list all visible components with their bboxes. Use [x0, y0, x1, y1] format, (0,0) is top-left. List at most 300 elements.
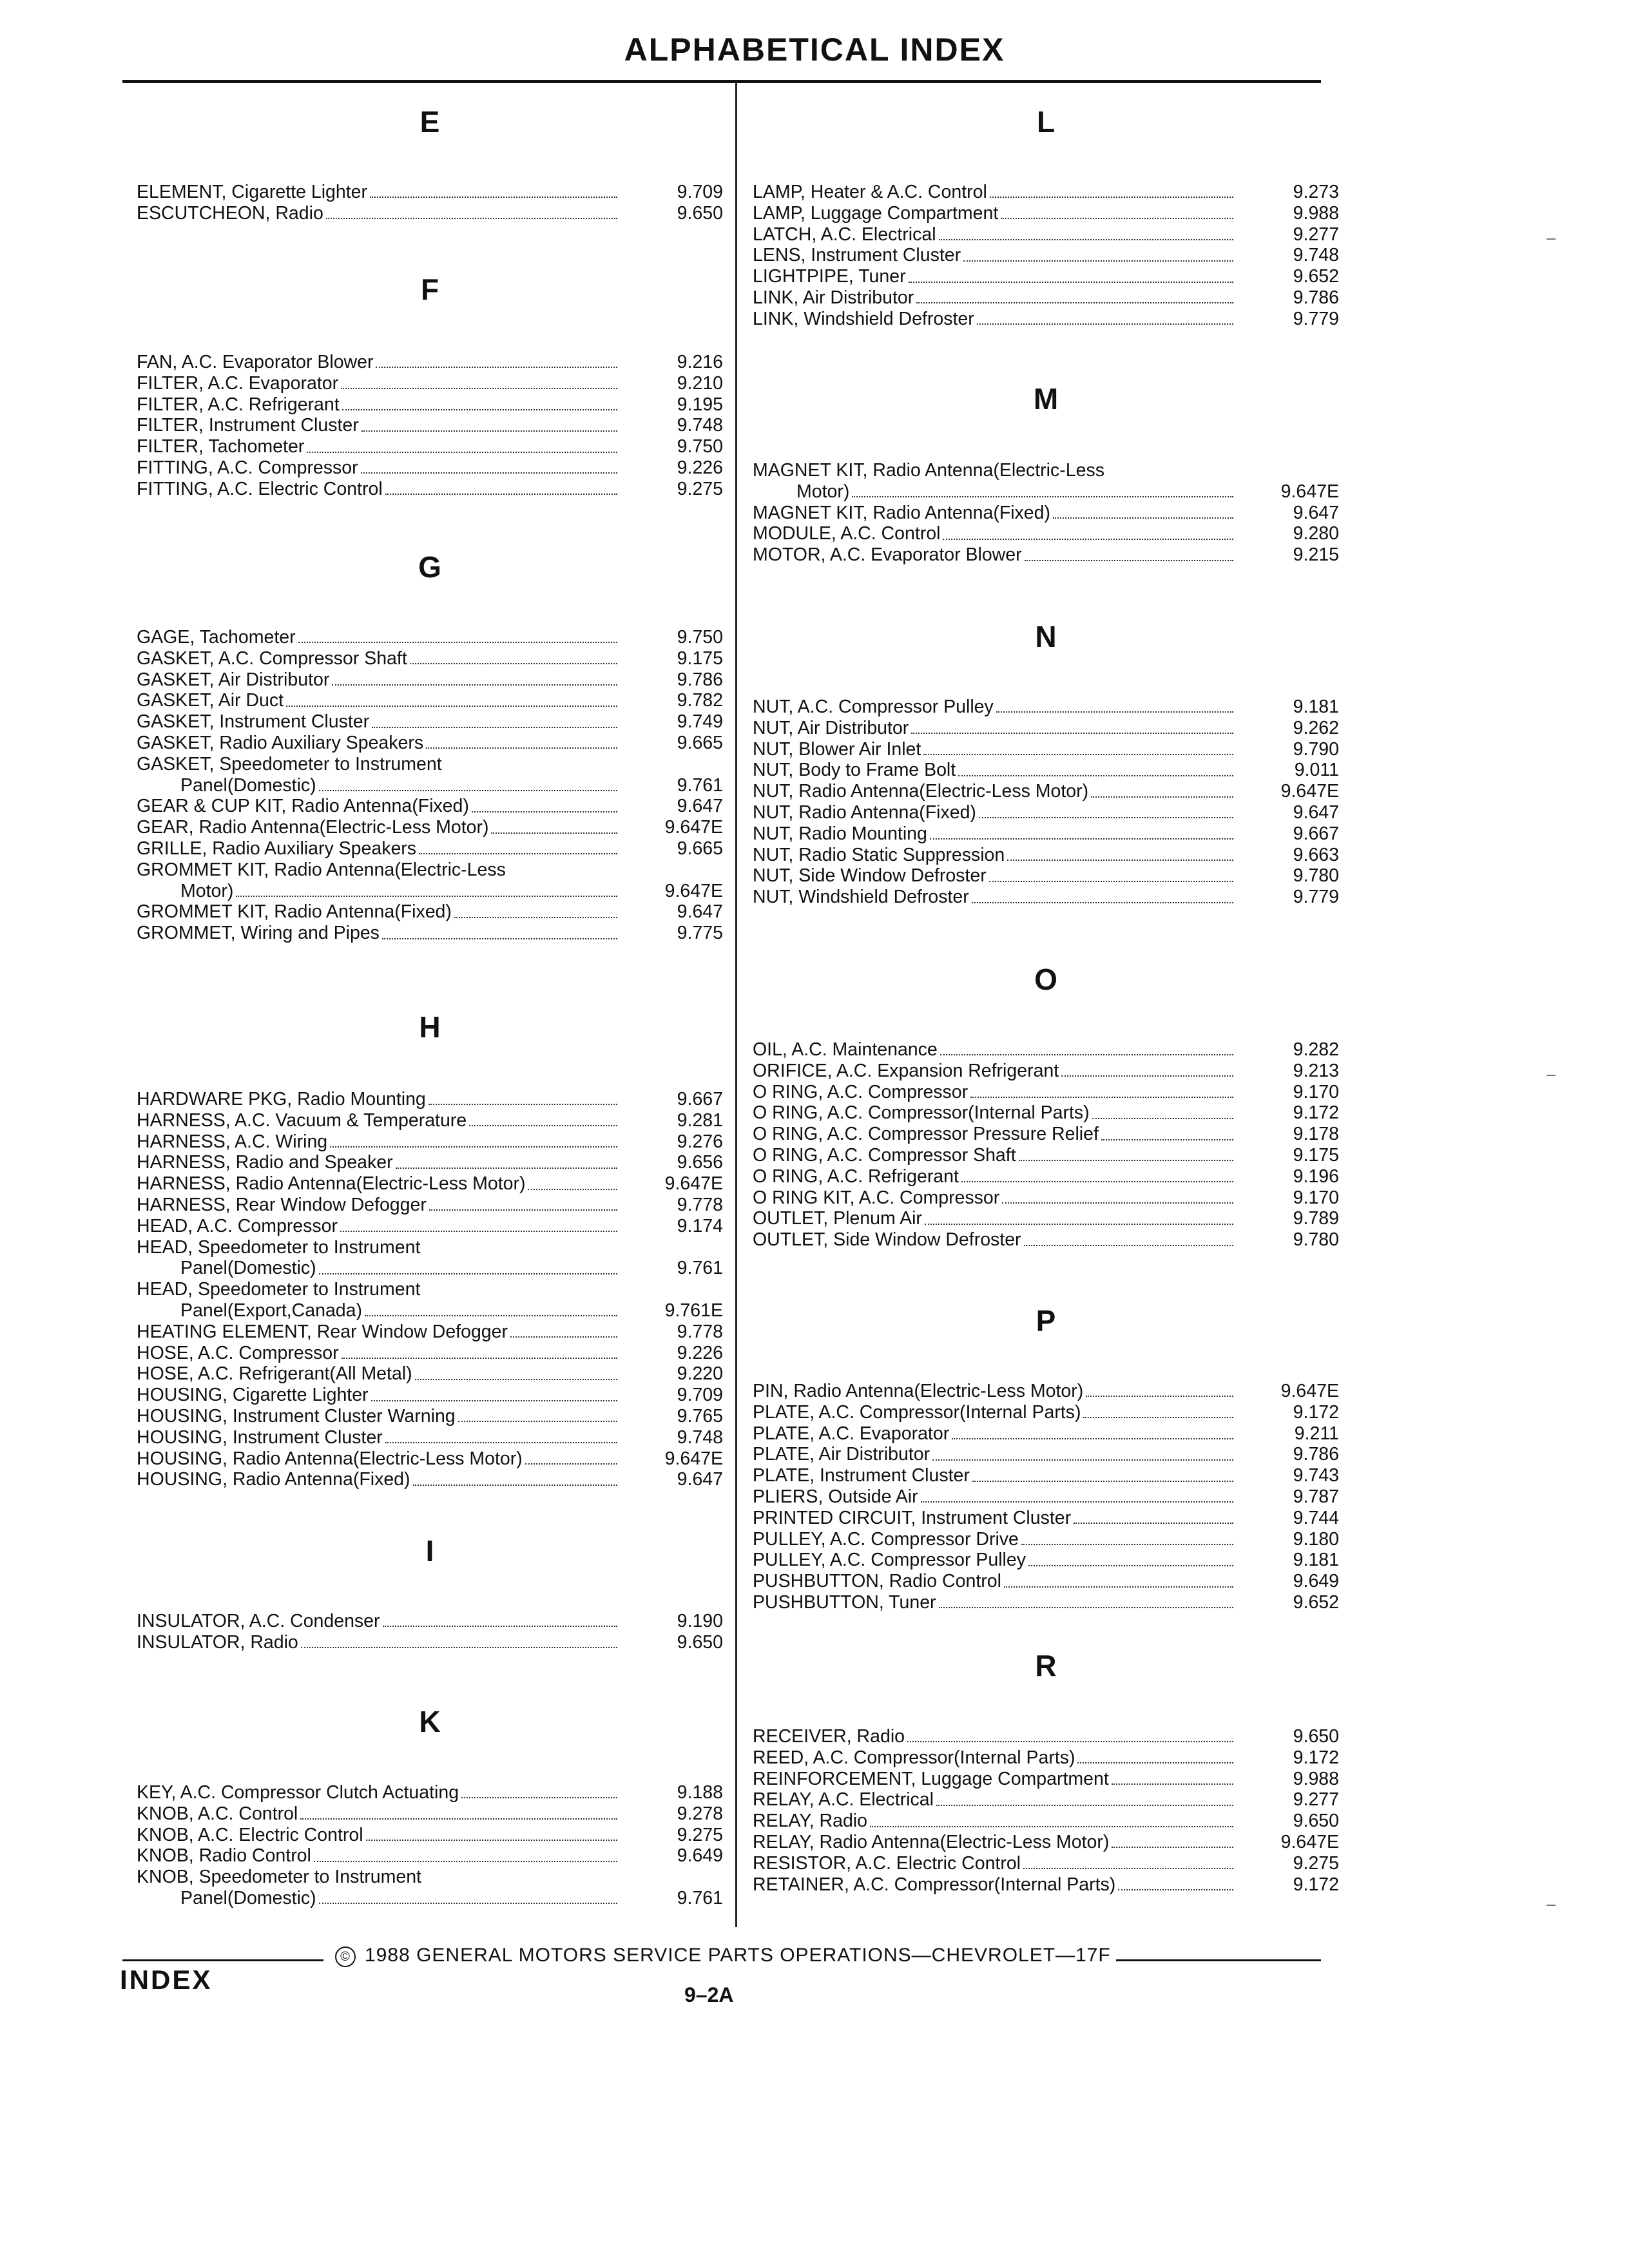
dot-leader: [326, 218, 617, 219]
index-entry-description: [753, 1508, 1236, 1529]
footer-rule-left: [122, 1959, 323, 1961]
index-entry: [753, 245, 1339, 266]
index-entry-description: [753, 503, 1236, 524]
section-letter-l: L: [1036, 105, 1055, 139]
index-entry-text: HOSE, A.C. Refrigerant(All Metal): [137, 1363, 412, 1385]
index-entry-page: 9.647: [1293, 802, 1339, 823]
index-entry-page: 9.652: [1293, 266, 1339, 287]
dot-leader: [361, 430, 617, 432]
index-entry-description: [137, 436, 620, 457]
index-entry-description: [180, 881, 620, 902]
index-entry-description: [180, 1888, 620, 1909]
dot-leader: [385, 1442, 617, 1443]
index-entry-text: LAMP, Luggage Compartment: [753, 202, 999, 224]
index-entry-description: [137, 1216, 620, 1237]
index-entry-text: PLATE, Instrument Cluster: [753, 1465, 970, 1486]
index-entry-page: 9.216: [677, 352, 723, 372]
index-entry-description: [753, 1061, 1236, 1082]
index-entry-page: 9.748: [1293, 245, 1339, 266]
index-entry-description: [137, 1237, 620, 1258]
index-entry-description: [753, 1747, 1236, 1769]
index-entry: [137, 627, 723, 648]
index-entry: [753, 1124, 1339, 1145]
dot-leader: [907, 1741, 1233, 1742]
index-entry-page: 9.277: [1293, 224, 1339, 245]
dot-leader: [472, 811, 617, 812]
index-entry-description: [137, 1321, 620, 1343]
index-entry-description: [753, 1789, 1236, 1811]
index-entry-page: 9.170: [1293, 1081, 1339, 1102]
index-entry-description: [137, 1279, 620, 1300]
index-entry-description: [137, 457, 620, 479]
index-entry-page: 9.178: [1293, 1124, 1339, 1145]
index-entry-page: 9.647E: [664, 817, 723, 838]
index-entry-description: [137, 394, 620, 416]
index-entry-text: NUT, Side Window Defroster: [753, 865, 987, 887]
dot-leader: [932, 1459, 1233, 1461]
index-entry-page: 9.790: [1293, 738, 1339, 760]
index-entry: [137, 1385, 723, 1406]
section-letter-e: E: [419, 105, 440, 139]
index-entry: [753, 718, 1339, 739]
index-entry-list: [753, 1381, 1339, 1613]
index-entry-description: [137, 182, 620, 203]
index-entry: [753, 309, 1339, 330]
index-entry-text: O RING KIT, A.C. Compressor: [753, 1187, 1000, 1208]
dot-leader: [372, 727, 617, 728]
index-entry-text: OIL, A.C. Maintenance: [753, 1039, 938, 1060]
index-entry-list: [753, 182, 1339, 330]
footer-section-label: INDEX: [120, 1965, 213, 1995]
index-entry: [753, 1039, 1339, 1061]
index-entry: [753, 1747, 1339, 1769]
index-entry-page: 9.647E: [664, 1173, 723, 1195]
index-entry-text: GASKET, Instrument Cluster: [137, 711, 370, 733]
index-entry-page: 9.211: [1294, 1423, 1339, 1444]
dot-leader: [1053, 517, 1233, 519]
index-entry-page: 9.170: [1293, 1187, 1339, 1208]
index-entry: [137, 1216, 723, 1237]
index-entry-description: [753, 1811, 1236, 1832]
index-entry-text: HEAD, A.C. Compressor: [137, 1215, 338, 1236]
dot-leader: [979, 817, 1233, 818]
index-entry-text: KNOB, Radio Control: [137, 1845, 311, 1867]
index-entry-text: HEATING ELEMENT, Rear Window Defogger: [137, 1321, 508, 1342]
index-entry-description: [753, 1465, 1236, 1486]
index-entry-description: [753, 1853, 1236, 1874]
index-entry-description: [753, 1082, 1236, 1103]
index-entry-page: 9.282: [1293, 1039, 1339, 1060]
dot-leader: [939, 239, 1233, 240]
dot-leader: [1077, 1762, 1233, 1763]
index-entry-text: NUT, Blower Air Inlet: [753, 738, 921, 760]
index-entry-page: 9.181: [1293, 1550, 1339, 1571]
index-entry-page: 9.750: [677, 436, 723, 457]
dot-leader: [371, 1400, 617, 1401]
index-entry-description: [753, 739, 1236, 760]
footer-rule-right: [1116, 1959, 1321, 1961]
index-entry-text: LINK, Windshield Defroster: [753, 308, 974, 329]
index-entry-page: 9.210: [677, 372, 723, 394]
dot-leader: [972, 1481, 1233, 1482]
index-entry-text: HARNESS, Radio Antenna(Electric-Less Motor): [137, 1173, 526, 1195]
index-entry-text: HARNESS, Radio and Speaker: [137, 1152, 393, 1173]
dot-leader: [930, 838, 1233, 840]
index-entry-description: [137, 1131, 620, 1153]
index-entry-page: 9.647E: [1280, 1381, 1339, 1401]
index-entry-page: 9.786: [677, 669, 723, 690]
index-entry-text: O RING, A.C. Compressor Pressure Relief: [753, 1124, 1099, 1145]
index-entry-page: 9.667: [1293, 823, 1339, 844]
index-entry-text: NUT, Radio Antenna(Electric-Less Motor): [753, 781, 1089, 802]
index-entry-text: HOSE, A.C. Compressor: [137, 1342, 339, 1363]
dot-leader: [528, 1189, 617, 1190]
index-entry-text: PUSHBUTTON, Tuner: [753, 1591, 936, 1613]
index-entry: [137, 1867, 723, 1888]
index-entry-description: [753, 1402, 1236, 1423]
index-entry: [753, 760, 1339, 781]
index-entry-list: [137, 627, 723, 944]
dot-leader: [870, 1826, 1233, 1827]
index-entry-text: Motor): [180, 880, 234, 901]
index-entry-list: [137, 182, 723, 224]
dot-leader: [410, 663, 617, 664]
index-entry-page: 9.175: [677, 648, 723, 669]
index-entry: [137, 352, 723, 373]
index-entry-page: 9.743: [1293, 1465, 1339, 1486]
index-entry: [753, 523, 1339, 544]
title-rule: [122, 80, 1321, 83]
index-entry: [753, 1102, 1339, 1124]
index-entry-page: 9.744: [1293, 1507, 1339, 1528]
footer-copyright-text: 1988 GENERAL MOTORS SERVICE PARTS OPERATIONS—CHEVROLET—17F: [365, 1945, 1111, 1966]
index-entry-description: [753, 1769, 1236, 1790]
index-entry: [753, 1444, 1339, 1465]
index-entry: [137, 1888, 723, 1909]
section-letter-p: P: [1036, 1304, 1056, 1338]
index-entry-text: PIN, Radio Antenna(Electric-Less Motor): [753, 1381, 1084, 1401]
index-entry-description: [137, 1867, 620, 1888]
index-entry-description: [753, 544, 1236, 566]
index-entry-list: [753, 1039, 1339, 1251]
index-entry-text: REED, A.C. Compressor(Internal Parts): [753, 1747, 1075, 1768]
index-entry-page: 9.172: [1293, 1102, 1339, 1124]
dot-leader: [1025, 560, 1233, 561]
section-letter-i: I: [425, 1534, 434, 1568]
index-entry-description: [753, 460, 1236, 481]
index-entry-text: GASKET, Air Distributor: [137, 669, 330, 690]
index-entry-text: KNOB, Speedometer to Instrument: [137, 1867, 421, 1888]
index-entry-description: [137, 1782, 620, 1803]
index-entry-description: [137, 1448, 620, 1470]
dot-leader: [909, 282, 1233, 283]
index-entry-page: 9.761: [677, 1258, 723, 1279]
index-entry-text: LENS, Instrument Cluster: [753, 245, 961, 266]
index-entry: [137, 1803, 723, 1825]
index-entry-page: 9.172: [1293, 1874, 1339, 1895]
index-entry-page: 9.988: [1293, 1768, 1339, 1789]
index-entry-text: INSULATOR, A.C. Condenser: [137, 1611, 380, 1631]
index-entry-page: 9.647: [1293, 502, 1339, 523]
index-entry-page: 9.656: [677, 1152, 723, 1173]
index-entry-page: 9.779: [1293, 308, 1339, 329]
index-entry-text: PLATE, A.C. Compressor(Internal Parts): [753, 1401, 1081, 1423]
index-entry-page: 9.273: [1293, 182, 1339, 202]
dot-leader: [370, 197, 617, 198]
index-entry: [137, 1406, 723, 1427]
index-entry-page: 9.275: [677, 1824, 723, 1845]
index-entry: [753, 1874, 1339, 1896]
index-entry-text: NUT, Radio Static Suppression: [753, 844, 1005, 865]
dot-leader: [429, 1209, 617, 1211]
dot-leader: [342, 1358, 617, 1359]
index-entry: [753, 1550, 1339, 1571]
dot-leader: [365, 1315, 617, 1316]
section-letter-m: M: [1033, 382, 1059, 416]
index-entry-text: O RING, A.C. Compressor(Internal Parts): [753, 1102, 1090, 1124]
index-entry: [137, 1258, 723, 1279]
index-entry-page: 9.175: [1293, 1144, 1339, 1166]
index-entry-page: 9.262: [1293, 717, 1339, 738]
dot-leader: [989, 881, 1233, 882]
copyright-icon: ©: [335, 1946, 356, 1967]
index-entry-text: RESISTOR, A.C. Electric Control: [753, 1852, 1021, 1874]
index-entry-text: FILTER, Instrument Cluster: [137, 415, 359, 436]
index-entry-text: REINFORCEMENT, Luggage Compartment: [753, 1768, 1109, 1789]
index-entry-description: [753, 1102, 1236, 1124]
dot-leader: [382, 938, 617, 939]
dot-leader: [396, 1168, 617, 1169]
page-title: ALPHABETICAL INDEX: [624, 32, 1005, 68]
index-entry-text: O RING, A.C. Refrigerant: [753, 1166, 959, 1187]
dot-leader: [1086, 1396, 1233, 1397]
index-entry: [753, 697, 1339, 718]
index-entry: [753, 544, 1339, 566]
dot-leader: [385, 494, 617, 495]
dot-leader: [1083, 1417, 1233, 1418]
index-entry-list: [753, 1726, 1339, 1895]
dot-leader: [1112, 1783, 1233, 1785]
index-entry: [753, 1208, 1339, 1229]
dot-leader: [341, 388, 617, 389]
index-entry-description: [753, 1726, 1236, 1747]
index-entry-text: HARNESS, A.C. Wiring: [137, 1131, 328, 1152]
index-entry-page: 9.190: [677, 1611, 723, 1631]
index-entry-description: [137, 1469, 620, 1490]
index-entry-description: [137, 1152, 620, 1173]
dot-leader: [939, 1607, 1233, 1608]
index-entry-text: GRILLE, Radio Auxiliary Speakers: [137, 838, 417, 859]
index-entry-text: GASKET, A.C. Compressor Shaft: [137, 648, 407, 669]
index-entry-text: Panel(Domestic): [180, 774, 316, 796]
index-entry-text: INSULATOR, Radio: [137, 1631, 298, 1653]
index-entry-text: GASKET, Radio Auxiliary Speakers: [137, 732, 424, 753]
index-entry: [137, 373, 723, 394]
index-entry-page: 9.280: [1293, 523, 1339, 544]
index-entry: [753, 1082, 1339, 1103]
dot-leader: [458, 1421, 617, 1422]
dot-leader: [958, 775, 1233, 776]
index-entry: [137, 1152, 723, 1173]
index-entry-page: 9.180: [1293, 1528, 1339, 1550]
index-entry: [753, 1166, 1339, 1187]
index-entry-text: PULLEY, A.C. Compressor Pulley: [753, 1550, 1026, 1571]
index-entry: [753, 1592, 1339, 1613]
index-entry: [137, 775, 723, 796]
index-entry: [137, 457, 723, 479]
index-entry-description: [137, 711, 620, 733]
index-entry-list: [137, 1089, 723, 1490]
index-entry-text: HOUSING, Instrument Cluster Warning: [137, 1405, 456, 1427]
dot-leader: [952, 1438, 1233, 1439]
dot-leader: [307, 452, 617, 453]
index-entry: [137, 1343, 723, 1364]
dot-leader: [940, 1054, 1233, 1055]
dot-leader: [300, 1818, 617, 1820]
index-entry-description: [137, 479, 620, 500]
dot-leader: [916, 302, 1233, 303]
index-entry-text: NUT, Radio Antenna(Fixed): [753, 802, 976, 823]
index-entry-page: 9.761E: [664, 1300, 723, 1321]
index-entry-page: 9.748: [677, 1427, 723, 1448]
index-entry-description: [753, 1187, 1236, 1209]
dot-leader: [319, 1273, 617, 1274]
index-entry: [137, 1469, 723, 1490]
index-entry-text: NUT, Body to Frame Bolt: [753, 760, 956, 781]
index-entry: [753, 503, 1339, 524]
index-entry-description: [753, 1124, 1236, 1145]
index-entry-description: [137, 669, 620, 691]
index-entry: [753, 1381, 1339, 1402]
index-entry-description: [753, 1229, 1236, 1251]
index-entry-description: [753, 1039, 1236, 1061]
index-entry-description: [137, 1110, 620, 1131]
index-entry-text: HARNESS, Rear Window Defogger: [137, 1194, 427, 1215]
index-entry-page: 9.649: [1293, 1571, 1339, 1592]
index-entry-description: [753, 718, 1236, 739]
dot-leader: [1021, 1544, 1233, 1545]
index-entry: [753, 845, 1339, 866]
index-entry-description: [753, 1529, 1236, 1550]
index-entry-text: HARNESS, A.C. Vacuum & Temperature: [137, 1110, 467, 1131]
index-entry-description: [137, 1611, 620, 1632]
dot-leader: [413, 1485, 617, 1486]
index-entry: [137, 1173, 723, 1195]
dot-leader: [426, 747, 617, 749]
index-entry-description: [753, 523, 1236, 544]
index-entry: [753, 1726, 1339, 1747]
index-entry-list: [137, 352, 723, 500]
index-entry-page: 9.765: [677, 1405, 723, 1427]
dot-leader: [491, 832, 617, 834]
index-entry: [137, 415, 723, 436]
scan-margin-mark: [1547, 238, 1556, 240]
index-entry-text: HOUSING, Instrument Cluster: [137, 1427, 383, 1448]
index-entry-text: NUT, Air Distributor: [753, 717, 909, 738]
dot-leader: [330, 1146, 617, 1148]
index-entry-page: 9.647: [677, 1469, 723, 1490]
index-entry-description: [796, 481, 1236, 503]
dot-leader: [970, 1097, 1233, 1098]
index-entry-description: [137, 1343, 620, 1364]
index-entry: [753, 1508, 1339, 1529]
index-entry-page: 9.174: [677, 1215, 723, 1236]
index-entry-description: [137, 1825, 620, 1846]
index-entry: [753, 481, 1339, 503]
index-entry: [753, 182, 1339, 203]
index-entry: [753, 266, 1339, 287]
index-entry-description: [753, 802, 1236, 823]
dot-leader: [319, 1903, 617, 1904]
index-entry: [137, 203, 723, 224]
index-entry-description: [137, 203, 620, 224]
index-entry: [137, 923, 723, 944]
index-entry-text: HEAD, Speedometer to Instrument: [137, 1236, 421, 1258]
index-entry: [137, 860, 723, 881]
dot-leader: [943, 539, 1233, 540]
index-entry-page: 9.782: [677, 690, 723, 711]
footer-copyright: [335, 1944, 1111, 1967]
index-entry-description: [753, 1592, 1236, 1613]
index-entry: [137, 1632, 723, 1653]
index-entry-text: FITTING, A.C. Compressor: [137, 457, 358, 478]
index-entry-description: [137, 1632, 620, 1653]
index-entry-page: 9.277: [1293, 1789, 1339, 1811]
index-entry: [753, 224, 1339, 245]
index-entry-text: RELAY, Radio Antenna(Electric-Less Motor): [753, 1831, 1110, 1852]
index-entry-page: 9.750: [677, 627, 723, 648]
dot-leader: [298, 642, 617, 643]
index-entry-page: 9.650: [677, 1631, 723, 1653]
index-entry: [753, 203, 1339, 224]
index-entry-page: 9.709: [677, 182, 723, 202]
index-entry-description: [753, 309, 1236, 330]
index-entry-page: 9.275: [1293, 1852, 1339, 1874]
dot-leader: [1001, 218, 1233, 219]
index-entry-page: 9.786: [1293, 1444, 1339, 1465]
index-entry: [137, 1195, 723, 1216]
index-entry-text: OUTLET, Side Window Defroster: [753, 1229, 1021, 1251]
dot-leader: [1023, 1868, 1233, 1869]
index-entry-page: 9.011: [1294, 760, 1339, 781]
index-entry-description: [753, 845, 1236, 866]
index-entry-text: GROMMET, Wiring and Pipes: [137, 923, 380, 944]
index-entry-description: [137, 838, 620, 860]
index-entry-description: [753, 1444, 1236, 1465]
footer-page-number: 9–2A: [684, 1983, 734, 2006]
index-entry-text: PULLEY, A.C. Compressor Drive: [753, 1528, 1019, 1550]
index-entry-page: 9.786: [1293, 287, 1339, 308]
index-entry-description: [180, 1258, 620, 1279]
index-entry-page: 9.709: [677, 1385, 723, 1406]
index-entry: [137, 648, 723, 669]
index-entry-page: 9.780: [1293, 865, 1339, 887]
index-entry-text: GASKET, Speedometer to Instrument: [137, 753, 442, 774]
dot-leader: [963, 260, 1233, 262]
index-entry-description: [753, 781, 1236, 802]
dot-leader: [415, 1379, 617, 1380]
index-entry-page: 9.665: [677, 732, 723, 753]
scan-margin-mark: [1547, 1905, 1556, 1906]
dot-leader: [977, 323, 1233, 325]
index-entry-page: 9.226: [677, 1342, 723, 1363]
index-entry-description: [137, 733, 620, 754]
dot-leader: [1118, 1889, 1233, 1890]
section-letter-h: H: [419, 1010, 441, 1044]
section-letter-o: O: [1034, 963, 1057, 996]
index-entry-text: NUT, A.C. Compressor Pulley: [753, 697, 994, 717]
index-entry-page: 9.650: [677, 202, 723, 224]
